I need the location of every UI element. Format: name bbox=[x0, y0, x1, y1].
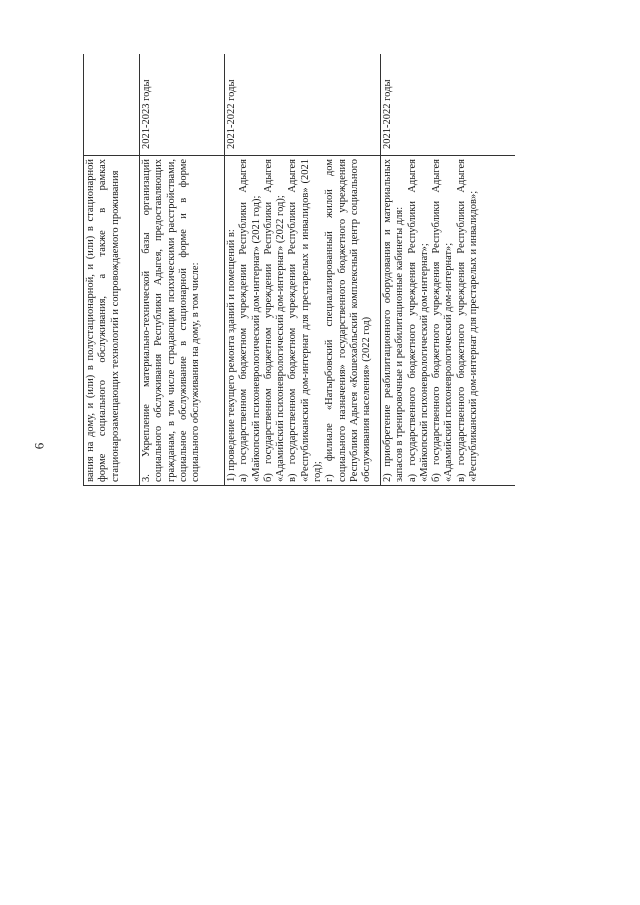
period-cell bbox=[84, 54, 140, 156]
period-cell: 2021-2022 годы bbox=[381, 54, 516, 156]
page-number: 6 bbox=[31, 442, 47, 450]
list-item: б) государственного бюджетного учреждения Республики Адыгея «Адамийский психоневрологический дом-интернат»; bbox=[431, 159, 455, 482]
list-item: в) государственном бюджетном учреждении Республики Адыгея «Республиканский дом-интернат для престарелых и инвалидов» (2021 год); bbox=[287, 159, 324, 482]
description-cell: вания на дому, и (или) в полустационарной, и (или) в стационарной форме социального обслуживания, а также в рамках стационарозамещающих технологий и сопровождаемого проживания bbox=[84, 156, 140, 486]
rotated-table-area bbox=[83, 54, 515, 839]
measure-intro: 1) проведение текущего ремонта зданий и помещений в: bbox=[226, 229, 237, 482]
list-item: в) государственного бюджетного учреждения Республики Адыгея «Республиканский дом-интернат для престарелых и инвалидов»; bbox=[455, 159, 480, 482]
measure-intro: 2) приобретение реабилитационного оборудования и материальных запасов в тренировочные и реабилитационные кабинеты для: bbox=[382, 159, 406, 482]
period-cell: 2021-2022 годы bbox=[225, 54, 381, 156]
list-item: а) государственного бюджетного учреждения Республики Адыгея «Майкопский психоневрологический дом-интернат»; bbox=[406, 159, 430, 482]
description-cell: 3. Укрепление материально-технической базы организаций социального обслуживания Республики Адыгея, предоставляющих гражданам, в том числе страдающим психическими расстройствами, социальное обслуживание в стационарной форме и в форме социального обслуживания на дому, в том числе: bbox=[140, 156, 225, 486]
table-row bbox=[381, 54, 516, 486]
list-item: а) государственном бюджетном учреждении Республики Адыгея «Майкопский психоневрологический дом-интернат» (2021 год); bbox=[238, 159, 262, 482]
measures-table bbox=[83, 54, 515, 486]
list-item: б) государственном бюджетном учреждении Республики Адыгея «Адамийский психоневрологический дом-интернат» (2022 год); bbox=[262, 159, 287, 482]
table-row bbox=[225, 54, 381, 486]
table-row bbox=[140, 54, 225, 486]
table-row bbox=[84, 54, 140, 486]
list-item: г) филиале «Натырбовский специализированный жилой дом социального назначения» государственного бюджетного учреждения Республики Адыгея «Кошехабльский комплексный центр социального обслуживания населения» (2022 год) bbox=[324, 159, 373, 482]
description-cell bbox=[225, 156, 381, 486]
description-cell bbox=[381, 156, 516, 486]
period-cell: 2021-2023 годы bbox=[140, 54, 225, 156]
